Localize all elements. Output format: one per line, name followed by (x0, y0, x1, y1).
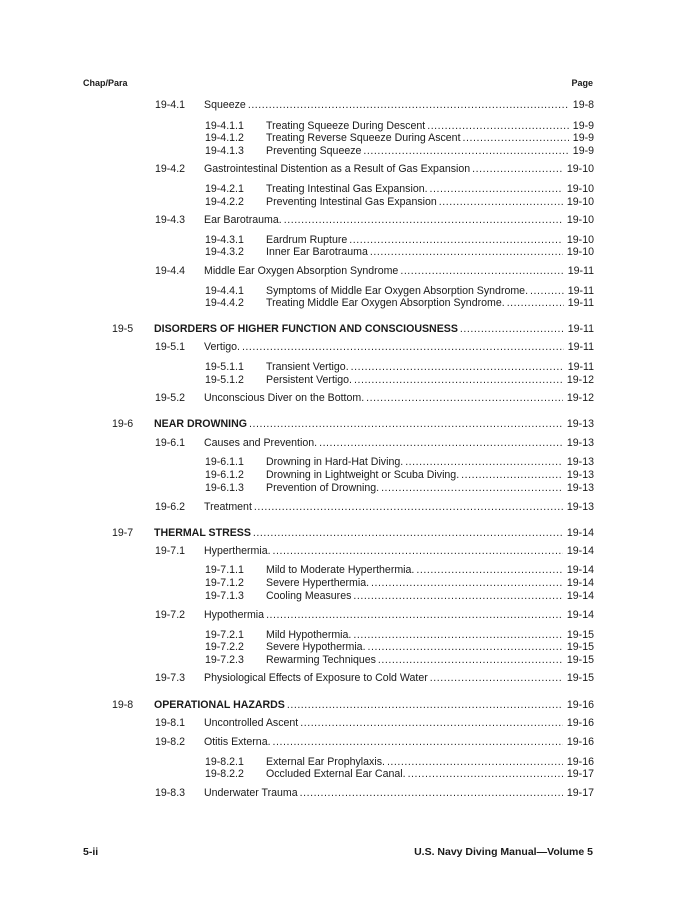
toc-entry-number: 19-7.2.2 (205, 641, 244, 653)
toc-entry-page: 19-9 (572, 120, 594, 132)
toc-entry-page: 19-15 (566, 672, 594, 684)
toc-entry-title: Underwater Trauma (204, 787, 298, 799)
toc-entry-number: 19-4.4.1 (205, 285, 244, 297)
toc-entry-number: 19-8.1 (155, 717, 186, 729)
toc-entry-title: Mild Hypothermia. (266, 629, 352, 641)
toc-entry-level-2 (155, 391, 594, 405)
dot-leader (349, 360, 564, 374)
toc-entry-number: 19-7.2 (155, 609, 186, 621)
toc-entry-page: 19-10 (566, 246, 594, 258)
dot-leader (428, 671, 563, 685)
toc-entry-page: 19-13 (566, 482, 594, 494)
toc-entry-body (266, 640, 594, 654)
toc-entry-level-3 (205, 373, 594, 387)
toc-entry-body (204, 608, 594, 622)
toc-entry-page: 19-11 (567, 265, 594, 277)
toc-entry-page: 19-16 (566, 699, 594, 711)
toc-entry-page: 19-14 (566, 564, 594, 576)
toc-entry-number: 19-6.1 (155, 437, 186, 449)
toc-entry-page: 19-16 (566, 756, 594, 768)
toc-entry-page: 19-9 (572, 132, 594, 144)
toc-entry-page: 19-11 (567, 341, 594, 353)
toc-entry-level-1 (112, 526, 594, 540)
dot-leader (505, 296, 564, 310)
toc-entry-page: 19-12 (566, 392, 594, 404)
toc-entry-number: 19-5.2 (155, 392, 186, 404)
toc-entry-level-3 (205, 195, 594, 209)
toc-entry-level-2 (155, 608, 594, 622)
toc-entry-page: 19-12 (566, 374, 594, 386)
toc-entry-body (204, 264, 594, 278)
toc-entry-page: 19-13 (566, 418, 594, 430)
toc-entry-title: Transient Vertigo. (266, 361, 349, 373)
toc-entry-number: 19-7.2.1 (205, 629, 244, 641)
toc-entry-title: Occluded External Ear Canal. (266, 768, 406, 780)
dot-leader (271, 544, 563, 558)
dot-leader (364, 391, 563, 405)
toc-entry-body (266, 589, 594, 603)
toc-entry-body (266, 563, 594, 577)
toc-entry-title: Severe Hypothermia. (266, 641, 366, 653)
toc-entry-number: 19-7.1.1 (205, 564, 244, 576)
toc-entry-body (266, 576, 594, 590)
toc-entry-page: 19-10 (566, 183, 594, 195)
toc-entry-number: 19-4.4 (155, 265, 186, 277)
toc-entry-level-3 (205, 640, 594, 654)
toc-entry-page: 19-11 (567, 297, 594, 309)
toc-entry-body (204, 500, 594, 514)
footer-manual-title: U.S. Navy Diving Manual—Volume 5 (414, 846, 593, 858)
toc-entry-level-3 (205, 563, 594, 577)
toc-entry-number: 19-6.1.2 (205, 469, 244, 481)
toc-entry-level-3 (205, 182, 594, 196)
toc-entry-number: 19-4.1 (155, 99, 186, 111)
toc-entry-level-1 (112, 417, 594, 431)
toc-entry-body (204, 213, 594, 227)
dot-leader (461, 131, 569, 145)
toc-entry-title: Rewarming Techniques (266, 654, 376, 666)
toc-entry-body (266, 481, 594, 495)
toc-entry-body (266, 767, 594, 781)
toc-entry-number: 19-6 (112, 418, 134, 430)
dot-leader (428, 182, 563, 196)
toc-entry-title: Ear Barotrauma. (204, 214, 282, 226)
toc-entry-number: 19-7.2.3 (205, 654, 244, 666)
toc-entry-title: Cooling Measures (266, 590, 352, 602)
toc-entry-level-3 (205, 131, 594, 145)
toc-entry-title: Middle Ear Oxygen Absorption Syndrome (204, 265, 399, 277)
toc-entry-level-2 (155, 98, 594, 112)
dot-leader (406, 767, 563, 781)
dot-leader (379, 481, 563, 495)
toc-entry-page: 19-10 (566, 196, 594, 208)
toc-entry-body (266, 131, 594, 145)
toc-entry-title: Persistent Vertigo. (266, 374, 352, 386)
toc-entry-body (266, 182, 594, 196)
toc-entry-level-1 (112, 698, 594, 712)
toc-entry-number: 19-6.1.1 (205, 456, 244, 468)
toc-entry-number: 19-8.2 (155, 736, 186, 748)
toc-entry-title: Physiological Effects of Exposure to Cold Water (204, 672, 428, 684)
toc-entry-body (154, 322, 594, 336)
toc-entry-body (266, 144, 594, 158)
toc-entry-title: Treating Squeeze During Descent (266, 120, 426, 132)
toc-entry-title: Inner Ear Barotrauma (266, 246, 368, 258)
toc-entry-title: Unconscious Diver on the Bottom. (204, 392, 365, 404)
toc-entry-level-3 (205, 481, 594, 495)
toc-entry-level-3 (205, 360, 594, 374)
toc-entry-page: 19-10 (566, 214, 594, 226)
toc-entry-number: 19-4.2.2 (205, 196, 244, 208)
toc-entry-body (204, 391, 594, 405)
toc-entry-page: 19-16 (566, 717, 594, 729)
dot-leader (351, 589, 563, 603)
toc-entry-number: 19-8.2.1 (205, 756, 244, 768)
toc-entry-level-3 (205, 576, 594, 590)
toc-entry-number: 19-5.1.1 (205, 361, 244, 373)
toc-entry-title: Hypothermia (204, 609, 265, 621)
toc-entry-page: 19-10 (566, 163, 594, 175)
dot-leader (298, 716, 563, 730)
toc-entry-body (204, 98, 594, 112)
toc-entry-title: Symptoms of Middle Ear Oxygen Absorption Syndrome. (266, 285, 529, 297)
toc-entry-number: 19-4.3.2 (205, 246, 244, 258)
toc-entry-level-3 (205, 468, 594, 482)
dot-leader (437, 195, 563, 209)
toc-entry-level-2 (155, 213, 594, 227)
toc-entry-body (204, 671, 594, 685)
toc-entry-number: 19-7 (112, 527, 134, 539)
toc-entry-number: 19-4.1.2 (205, 132, 244, 144)
dot-leader (246, 98, 569, 112)
toc-entry-title: Severe Hyperthermia. (266, 577, 370, 589)
toc-entry-level-2 (155, 544, 594, 558)
toc-entry-page: 19-10 (566, 234, 594, 246)
toc-entry-body (204, 436, 594, 450)
dot-leader (414, 563, 563, 577)
toc-entry-title: External Ear Prophylaxis. (266, 756, 385, 768)
toc-entry-page: 19-9 (572, 145, 594, 157)
toc-entry-title: THERMAL STRESS (154, 527, 251, 539)
toc-entry-level-1 (112, 322, 594, 336)
dot-leader (398, 264, 563, 278)
toc-entry-page: 19-15 (566, 629, 594, 641)
toc-entry-level-2 (155, 340, 594, 354)
toc-entry-page: 19-14 (566, 577, 594, 589)
toc-entry-body (154, 417, 594, 431)
toc-entry-title: Eardrum Rupture (266, 234, 348, 246)
toc-entry-body (204, 786, 594, 800)
toc-entry-title: Mild to Moderate Hyperthermia. (266, 564, 415, 576)
toc-entry-body (266, 195, 594, 209)
toc-entry-body (154, 698, 594, 712)
toc-entry-title: DISORDERS OF HIGHER FUNCTION AND CONSCIOUSNESS (154, 323, 458, 335)
dot-leader (366, 640, 563, 654)
toc-entry-title: NEAR DROWNING (154, 418, 247, 430)
toc-entry-page: 19-11 (567, 285, 594, 297)
toc-entry-body (266, 373, 594, 387)
toc-entry-body (266, 296, 594, 310)
toc-entry-body (266, 455, 594, 469)
toc-entry-body (154, 526, 594, 540)
toc-entry-title: Prevention of Drowning. (266, 482, 380, 494)
toc-entry-level-3 (205, 653, 594, 667)
dot-leader (368, 245, 563, 259)
dot-leader (458, 322, 564, 336)
dot-leader (240, 340, 564, 354)
dot-leader (361, 144, 568, 158)
toc-entry-level-2 (155, 735, 594, 749)
toc-entry-page: 19-13 (566, 437, 594, 449)
toc-entry-body (204, 340, 594, 354)
toc-entry-page: 19-17 (566, 787, 594, 799)
toc-entry-page: 19-13 (566, 469, 594, 481)
dot-leader (285, 698, 563, 712)
toc-entry-page: 19-11 (567, 361, 594, 373)
toc-entry-level-3 (205, 245, 594, 259)
toc-entry-number: 19-7.1.2 (205, 577, 244, 589)
toc-entry-title: Treating Reverse Squeeze During Ascent (266, 132, 461, 144)
toc-entry-title: Vertigo. (204, 341, 240, 353)
toc-entry-number: 19-7.3 (155, 672, 186, 684)
dot-leader (252, 500, 563, 514)
toc-entry-title: Otitis Externa. (204, 736, 271, 748)
toc-entry-title: Gastrointestinal Distention as a Result of Gas Expansion (204, 163, 471, 175)
dot-leader (271, 735, 563, 749)
dot-leader (247, 417, 563, 431)
toc-entry-level-3 (205, 296, 594, 310)
toc-entry-page: 19-14 (566, 545, 594, 557)
toc-entry-page: 19-14 (566, 527, 594, 539)
toc-entry-number: 19-5.1 (155, 341, 186, 353)
toc-entry-body (266, 653, 594, 667)
dot-leader (317, 436, 563, 450)
toc-entry-number: 19-4.1.3 (205, 145, 244, 157)
toc-entry-page: 19-15 (566, 641, 594, 653)
header-page: Page (571, 78, 593, 88)
toc-entry-page: 19-8 (572, 99, 594, 111)
toc-entry-number: 19-4.2 (155, 163, 186, 175)
toc-entry-level-3 (205, 144, 594, 158)
dot-leader (369, 576, 563, 590)
toc-entry-title: Uncontrolled Ascent (204, 717, 299, 729)
toc-entry-title: Causes and Prevention. (204, 437, 318, 449)
toc-entry-level-3 (205, 767, 594, 781)
toc-entry-body (204, 544, 594, 558)
toc-entry-page: 19-16 (566, 736, 594, 748)
toc-entry-number: 19-8.3 (155, 787, 186, 799)
toc-entry-title: Treatment (204, 501, 252, 513)
toc-entry-level-2 (155, 716, 594, 730)
toc-entry-title: Drowning in Lightweight or Scuba Diving. (266, 469, 460, 481)
toc-entry-page: 19-11 (567, 323, 594, 335)
dot-leader (459, 468, 563, 482)
toc-entry-level-3 (205, 589, 594, 603)
toc-entry-body (204, 716, 594, 730)
toc-entry-number: 19-7.1.3 (205, 590, 244, 602)
toc-entry-level-2 (155, 162, 594, 176)
toc-entry-number: 19-4.1.1 (205, 120, 244, 132)
toc-entry-title: Drowning in Hard-Hat Diving. (266, 456, 404, 468)
toc-entry-number: 19-4.4.2 (205, 297, 244, 309)
toc-entry-level-2 (155, 500, 594, 514)
dot-leader (376, 653, 563, 667)
toc-entry-number: 19-4.3.1 (205, 234, 244, 246)
dot-leader (403, 455, 563, 469)
toc-entry-number: 19-4.3 (155, 214, 186, 226)
dot-leader (251, 526, 563, 540)
toc-entry-level-2 (155, 436, 594, 450)
toc-entry-title: Squeeze (204, 99, 246, 111)
toc-entry-level-2 (155, 671, 594, 685)
toc-entry-page: 19-14 (566, 609, 594, 621)
toc-entry-page: 19-14 (566, 590, 594, 602)
dot-leader (282, 213, 563, 227)
toc-entry-body (204, 735, 594, 749)
toc-entry-number: 19-8 (112, 699, 134, 711)
toc-entry-title: Treating Middle Ear Oxygen Absorption Syndrome. (266, 297, 505, 309)
toc-entry-title: Treating Intestinal Gas Expansion. (266, 183, 428, 195)
toc-entry-number: 19-4.2.1 (205, 183, 244, 195)
toc-entry-body (204, 162, 594, 176)
toc-entry-page: 19-13 (566, 501, 594, 513)
toc-entry-title: OPERATIONAL HAZARDS (154, 699, 285, 711)
toc-entry-title: Hyperthermia. (204, 545, 271, 557)
toc-entry-number: 19-8.2.2 (205, 768, 244, 780)
toc-entry-body (266, 360, 594, 374)
toc-entry-number: 19-6.2 (155, 501, 186, 513)
dot-leader (298, 786, 563, 800)
toc-entry-level-2 (155, 786, 594, 800)
toc-entry-body (266, 468, 594, 482)
toc-entry-level-3 (205, 455, 594, 469)
toc-entry-body (266, 245, 594, 259)
toc-entry-page: 19-17 (566, 768, 594, 780)
toc-entry-page: 19-13 (566, 456, 594, 468)
toc-entry-title: Preventing Squeeze (266, 145, 362, 157)
toc-entry-title: Preventing Intestinal Gas Expansion (266, 196, 437, 208)
toc-entry-page: 19-15 (566, 654, 594, 666)
footer-page-number: 5-ii (83, 846, 99, 858)
dot-leader (352, 373, 563, 387)
toc-entry-level-2 (155, 264, 594, 278)
toc-entry-number: 19-5 (112, 323, 134, 335)
toc-entry-number: 19-5.1.2 (205, 374, 244, 386)
dot-leader (470, 162, 563, 176)
toc-entry-number: 19-7.1 (155, 545, 186, 557)
dot-leader (264, 608, 563, 622)
toc-entry-number: 19-6.1.3 (205, 482, 244, 494)
header-chap-para: Chap/Para (83, 78, 128, 88)
